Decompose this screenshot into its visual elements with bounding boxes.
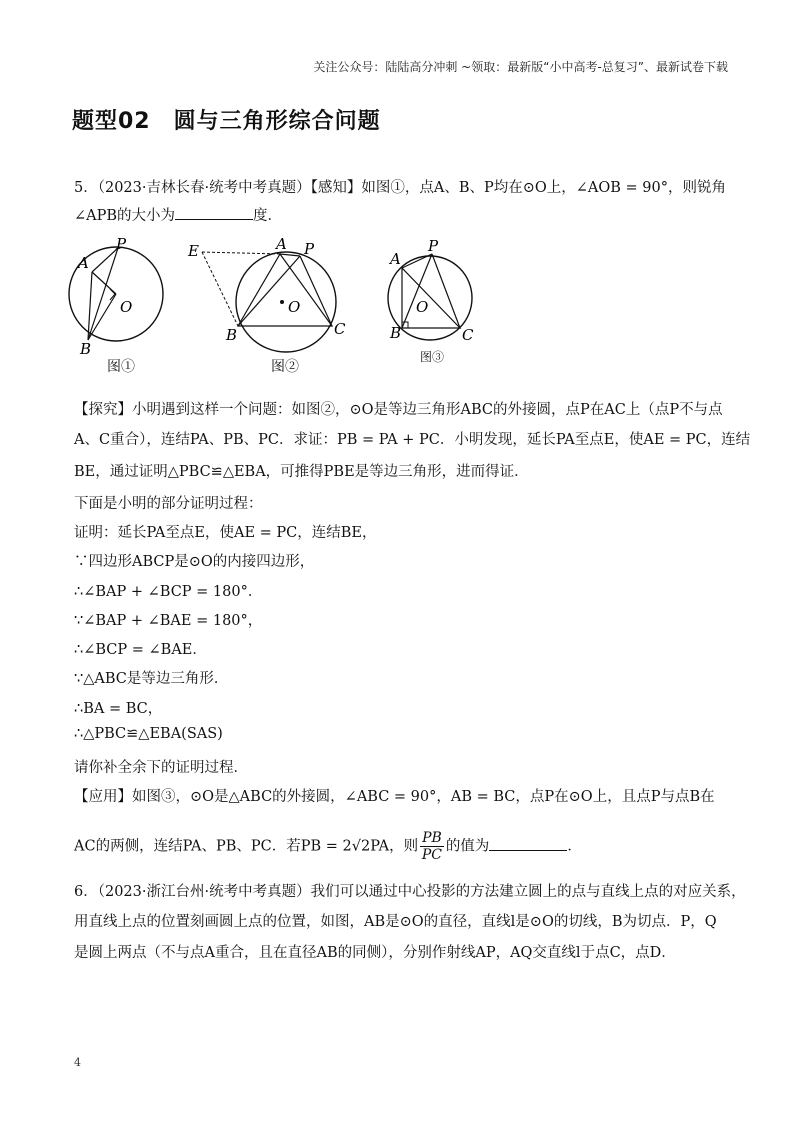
figure-1-diagram <box>69 235 163 358</box>
svg-text:P: P <box>304 240 315 258</box>
svg-text:A: A <box>276 235 287 253</box>
section-title: 题型02 圆与三角形综合问题 <box>72 109 381 134</box>
figure-3-diagram <box>388 237 474 344</box>
explore-line1: 【探究】小明遇到这样一个问题：如图②，⊙O是等边三角形ABC的外接圆，点P在AC上（点P不与点 <box>74 402 723 418</box>
svg-text:P: P <box>116 235 127 253</box>
answer-blank <box>489 836 567 851</box>
svg-text:B: B <box>390 324 402 342</box>
figure-2-label: 图② <box>271 359 299 375</box>
proof-line: 证明：延长PA至点E，使AE = PC，连结BE， <box>74 525 377 541</box>
svg-text:C: C <box>334 320 346 338</box>
q6-line2: 用直线上点的位置刻画圆上点的位置，如图，AB是⊙O的直径，直线l是⊙O的切线，B为切点．P，Q <box>74 914 717 930</box>
page-number: 4 <box>74 1056 81 1069</box>
svg-text:O: O <box>416 298 429 316</box>
apply-line1: 【应用】如图③，⊙O是△ABC的外接圆，∠ABC = 90°，AB = BC，点P在⊙O上，且点P与点B在 <box>74 789 715 805</box>
proof-intro: 下面是小明的部分证明过程： <box>74 496 263 512</box>
q5-intro-unit: 度． <box>253 208 283 224</box>
explore-line3: BE，通过证明△PBC≌△EBA，可推得PBE是等边三角形，进而得证． <box>74 464 529 480</box>
proof-line: ∵△ABC是等边三角形． <box>74 671 229 687</box>
proof-line: ∵四边形ABCP是⊙O的内接四边形， <box>74 554 315 570</box>
fraction-numerator: PB <box>422 830 442 846</box>
proof-line: ∴BA = BC， <box>74 701 163 717</box>
proof-request: 请你补全余下的证明过程． <box>74 760 248 776</box>
q6-line1: 6．（2023·浙江台州·统考中考真题）我们可以通过中心投影的方法建立圆上的点与直线上点的对应关系， <box>74 884 746 900</box>
q6-line3: 是圆上两点（不与点A重合，且在直径AB的同侧），分别作射线AP，AQ交直线l于点C，点D． <box>74 945 676 961</box>
figure-3-label: 图③ <box>420 350 445 364</box>
proof-line: ∴△PBC≌△EBA(SAS) <box>74 726 223 742</box>
apply-line2 <box>74 830 734 863</box>
svg-text:B: B <box>226 326 238 344</box>
q5-intro-line2 <box>74 204 734 225</box>
apply-value-label: 的值为 <box>445 838 490 855</box>
svg-text:B: B <box>80 340 92 358</box>
svg-text:O: O <box>120 298 133 316</box>
apply-end: ． <box>567 838 582 855</box>
q5-intro-text: ∠APB的大小为 <box>74 208 176 224</box>
svg-text:O: O <box>288 298 301 316</box>
figure-1-label: 图① <box>107 359 135 375</box>
apply-text: AC的两侧，连结PA、PB、PC．若PB = 2√2PA，则 <box>74 838 419 855</box>
figure-2-diagram <box>187 235 346 352</box>
svg-text:A: A <box>390 250 401 268</box>
proof-line: ∴∠BAP + ∠BCP = 180°． <box>74 584 263 600</box>
ratio-fraction <box>420 830 444 863</box>
answer-blank <box>175 205 253 220</box>
fraction-denominator: PC <box>421 847 443 863</box>
header-note: 关注公众号：陆陆高分冲刺 ~领取：最新版“小中高考-总复习”、最新试卷下载 <box>313 60 728 74</box>
explore-line2: A、C重合），连结PA、PB、PC．求证：PB = PA + PC．小明发现，延长PA至点E，使AE = PC，连结 <box>74 432 751 448</box>
svg-text:P: P <box>428 237 439 255</box>
svg-text:E: E <box>188 242 199 260</box>
proof-line: ∵∠BAP + ∠BAE = 180°， <box>74 613 263 629</box>
svg-text:C: C <box>462 326 474 344</box>
svg-text:A: A <box>78 254 89 272</box>
q5-intro-line1: 5．（2023·吉林长春·统考中考真题）【感知】如图①，点A、B、P均在⊙O上，∠AOB = 90°，则锐角 <box>74 180 726 196</box>
proof-line: ∴∠BCP = ∠BAE． <box>74 642 207 658</box>
